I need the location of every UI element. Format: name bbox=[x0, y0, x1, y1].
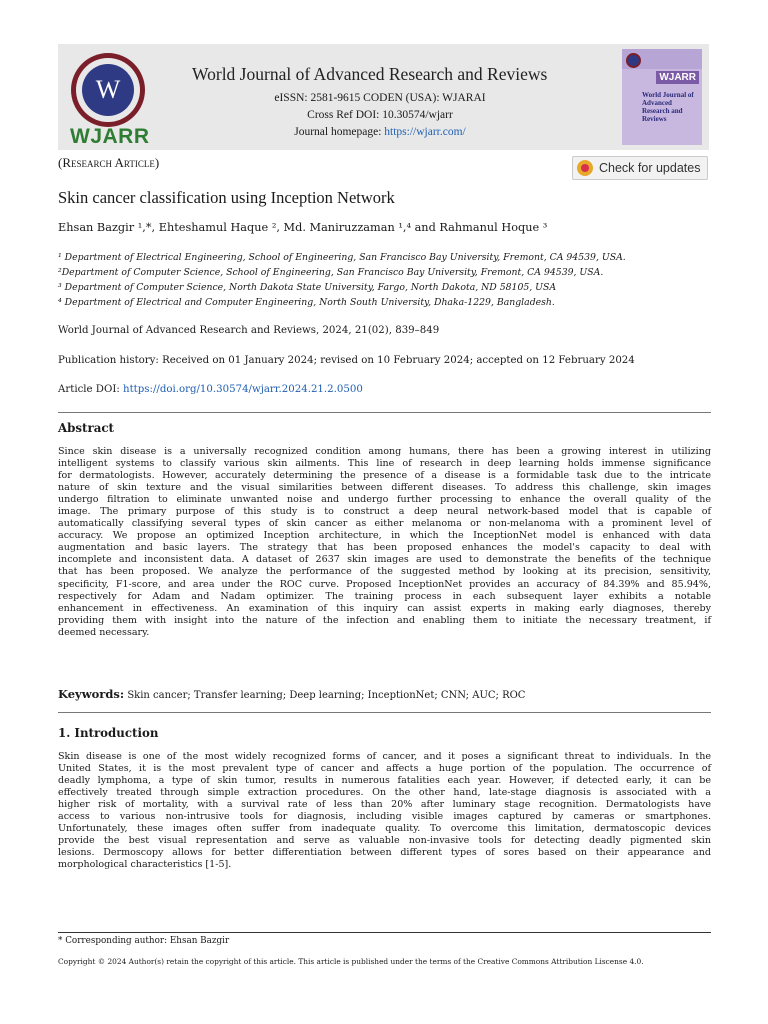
text-line: incomplete and inconsistent data. A dataset of 2637 skin images are used to demonstrate the benefits of the technique bbox=[58, 554, 711, 566]
text-line: augmentation and basic layers. The strategy that has been proposed enhances the model's capacity to deal with bbox=[58, 542, 711, 554]
article-title: Skin cancer classification using Inception Network bbox=[58, 188, 395, 207]
keywords-label: Keywords: bbox=[58, 687, 125, 701]
text-line: for dermatologists. However, accurately determining the presence of a disease is a formidable task due to the intricate bbox=[58, 470, 711, 482]
introduction-heading: 1. Introduction bbox=[58, 726, 159, 740]
text-line: intelligent systems to classify various skin ailments. This line of research in deep learning holds immense significance bbox=[58, 458, 711, 470]
affiliation: ²Department of Computer Science, School of Engineering, San Francisco Bay University, Fremont, CA 94539, USA. bbox=[58, 267, 604, 278]
keywords bbox=[58, 687, 525, 701]
homepage-label: Journal homepage: bbox=[294, 126, 385, 138]
logo-letter: W bbox=[82, 64, 134, 116]
text-line: nature of skin texture and the visual similarities between different diseases. To address this challenge, skin images bbox=[58, 482, 711, 494]
journal-title: World Journal of Advanced Research and Reviews bbox=[192, 64, 548, 84]
text-line: deemed necessary. bbox=[58, 626, 150, 638]
copyright-notice: Copyright © 2024 Author(s) retain the copyright of this article. This article is published under the terms of the Creative Commons Attribution Liscense 4.0. bbox=[58, 957, 644, 966]
crossref-line: Cross Ref DOI: 10.30574/wjarr bbox=[307, 109, 453, 121]
text-line: enhancement in effectiveness. An examination of this inquiry can assist experts in making early diagnoses, thereby bbox=[58, 602, 711, 614]
text-line: that has been proposed. We analyze the performance of the suggested method by looking at its precision, sensitivity, bbox=[58, 566, 711, 578]
publication-history: Publication history: Received on 01 January 2024; revised on 10 February 2024; accepted on 12 February 2024 bbox=[58, 355, 635, 366]
text-line: automatically classifying several types of skin cancer as either melanoma or non-melanoma with a prominent level of bbox=[58, 518, 711, 530]
text-line: Skin disease is one of the most widely recognized forms of cancer, and it poses a significant threat to individuals. In the bbox=[58, 751, 711, 762]
doi-link[interactable]: https://doi.org/10.30574/wjarr.2024.21.2.0500 bbox=[123, 384, 363, 395]
text-line: respectively for Adam and Nadam optimizer. The training process in each subsequent layer exhibits a notable bbox=[58, 590, 711, 602]
affiliation: ⁴ Department of Electrical and Computer Engineering, North South University, Dhaka-1229, Bangladesh. bbox=[58, 297, 555, 308]
journal-logo bbox=[66, 53, 156, 148]
introduction-text bbox=[58, 751, 711, 871]
text-line: morphological characteristics [1-5]. bbox=[58, 859, 232, 871]
homepage-link[interactable]: https://wjarr.com/ bbox=[384, 126, 466, 138]
affiliation: ³ Department of Computer Science, North Dakota State University, Fargo, North Dakota, ND 58105, USA bbox=[58, 282, 557, 293]
issn-line: eISSN: 2581-9615 CODEN (USA): WJARAI bbox=[274, 92, 486, 104]
citation: World Journal of Advanced Research and Reviews, 2024, 21(02), 839–849 bbox=[58, 325, 440, 336]
text-line: specificity, F1-score, and area under the ROC curve. Proposed InceptionNet provides an accuracy of 84.39% and 85.94%, bbox=[58, 578, 711, 590]
article-doi bbox=[58, 384, 363, 395]
text-line: providing them with insight into the nature of the infection and enabling them to initiate the necessary treatment, if bbox=[58, 614, 711, 626]
cover-title: World Journal of Advanced Research and Reviews bbox=[642, 91, 694, 123]
text-line: accuracy. We propose an optimized Inception architecture, in which the InceptionNet model is enhanced with data bbox=[58, 530, 711, 542]
abstract-text bbox=[58, 446, 711, 639]
text-line: image. The primary purpose of this study is to construct a deep neural network-based model that is capable of bbox=[58, 506, 711, 518]
corresponding-author-note: * Corresponding author: Ehsan Bazgir bbox=[58, 936, 230, 946]
keywords-list: Skin cancer; Transfer learning; Deep learning; InceptionNet; CNN; AUC; ROC bbox=[124, 690, 526, 701]
divider bbox=[58, 712, 711, 713]
affiliation: ¹ Department of Electrical Engineering, School of Engineering, San Francisco Bay University, Fremont, CA 94539, USA. bbox=[58, 252, 626, 263]
footnote-divider bbox=[58, 932, 711, 933]
crossmark-icon bbox=[577, 160, 593, 176]
check-updates-label: Check for updates bbox=[599, 161, 701, 175]
logo-text: WJARR bbox=[70, 125, 150, 148]
cover-label: WJARR bbox=[656, 71, 699, 84]
text-line: United States, it is the most prevalent type of cancer and affects a huge portion of the population. The occurrence of bbox=[58, 763, 711, 775]
text-line: undergo filtration to eliminate unwanted noise and undergo further processing to enhance the overall quality of the bbox=[58, 494, 711, 506]
text-line: access to various non-intrusive tools for diagnosis, including visible images captured by cameras or smartphones. bbox=[58, 811, 711, 823]
homepage-line bbox=[190, 126, 570, 138]
abstract-heading: Abstract bbox=[58, 421, 114, 435]
divider bbox=[58, 412, 711, 413]
text-line: provide the best visual representation and serve as valuable non-invasive tools for detecting deadly pigmented skin bbox=[58, 835, 711, 847]
journal-header bbox=[58, 44, 709, 150]
text-line: Since skin disease is a universally recognized condition among humans, there has been a growing interest in utilizing bbox=[58, 446, 711, 457]
check-updates-button[interactable] bbox=[572, 156, 708, 180]
text-line: deadly lymphoma, a type of skin tumor, results in numerous fatalities each year. However, if detected early, it can be bbox=[58, 775, 711, 787]
journal-cover-image bbox=[622, 49, 702, 145]
author-list: Ehsan Bazgir ¹,*, Ehteshamul Haque ², Md. Maniruzzaman ¹,⁴ and Rahmanul Hoque ³ bbox=[58, 221, 548, 234]
text-line: lesions. Dermoscopy allows for better differentiation between different types of sores based on their appearance and bbox=[58, 847, 711, 859]
article-type: (Research Article) bbox=[58, 155, 160, 170]
text-line: effectively treated through simple extraction procedures. On the other hand, late-stage diagnosis is associated with a bbox=[58, 787, 711, 799]
doi-label: Article DOI: bbox=[58, 384, 124, 395]
cover-seal-icon bbox=[626, 53, 641, 68]
logo-ring bbox=[71, 53, 145, 127]
text-line: Unfortunately, these images often suffer from inadequate quality. To overcome this limitation, dermatoscopic devices bbox=[58, 823, 711, 835]
text-line: higher risk of mortality, with a survival rate of less than 20% after luminary stage recognition. Dermatologists have bbox=[58, 799, 711, 811]
